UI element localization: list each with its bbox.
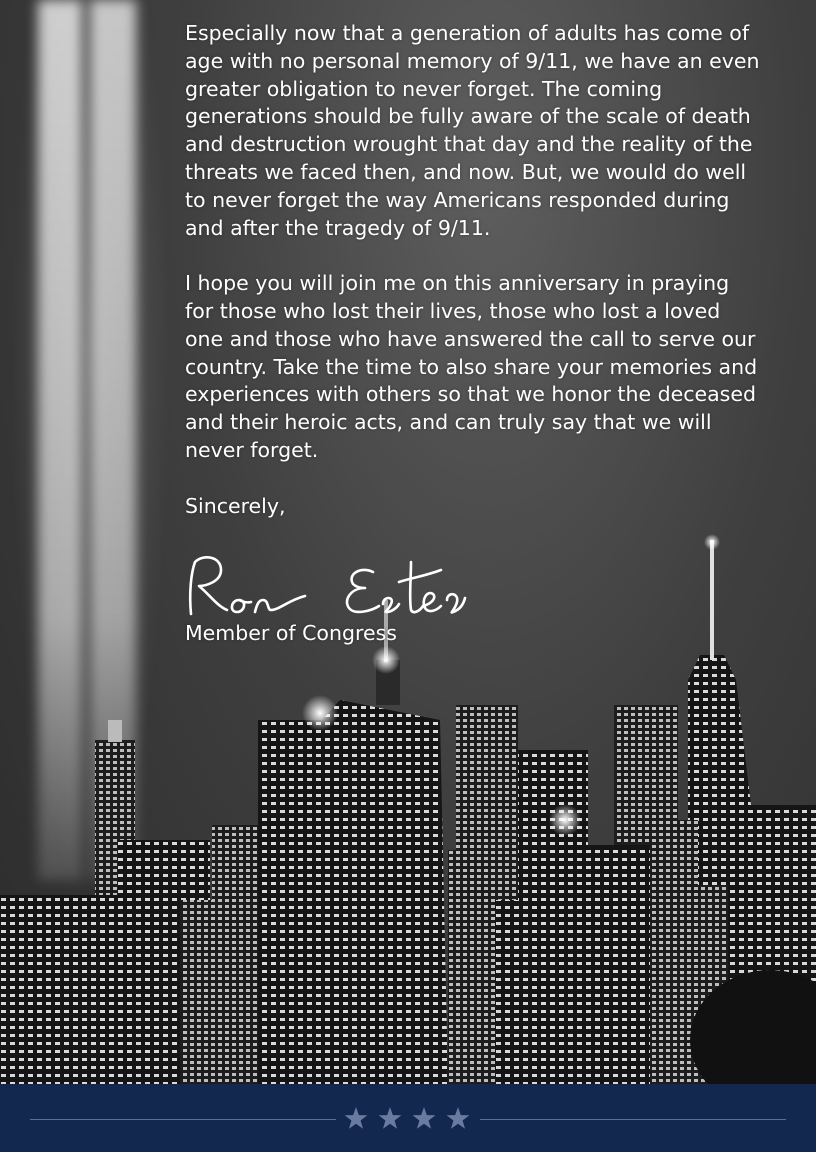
letter-paragraph: I hope you will join me on this anniversary in praying for those who lost their lives, those who lost a loved one and those who have answered the call to serve our country. Take the time to also share your memories and experiences with others so that we honor the deceased and their heroic acts, and can truly say that we will never forget. <box>185 271 758 462</box>
signer-title: Member of Congress <box>185 621 397 646</box>
letter-paragraph: Especially now that a generation of adults has come of age with no personal memory of 9/11, we have an even greater obligation to never forget. The coming generations should be fully aware of the scale of death and destruction wrought that day and the reality of the threats we faced then, and now. But, we would do well to never forget the way Americans responded during and after the tragedy of 9/11. <box>185 21 760 240</box>
signature-image <box>185 548 475 620</box>
letter-closing: Sincerely, <box>185 493 286 518</box>
footer-banner <box>0 1084 816 1152</box>
star-icon <box>345 1107 368 1129</box>
footer-stars <box>340 1100 476 1136</box>
star-icon <box>379 1107 402 1129</box>
star-icon <box>447 1107 470 1129</box>
footer-divider-left <box>30 1119 336 1120</box>
letter-body <box>185 20 760 676</box>
footer-divider-right <box>480 1119 786 1120</box>
star-icon <box>413 1107 436 1129</box>
